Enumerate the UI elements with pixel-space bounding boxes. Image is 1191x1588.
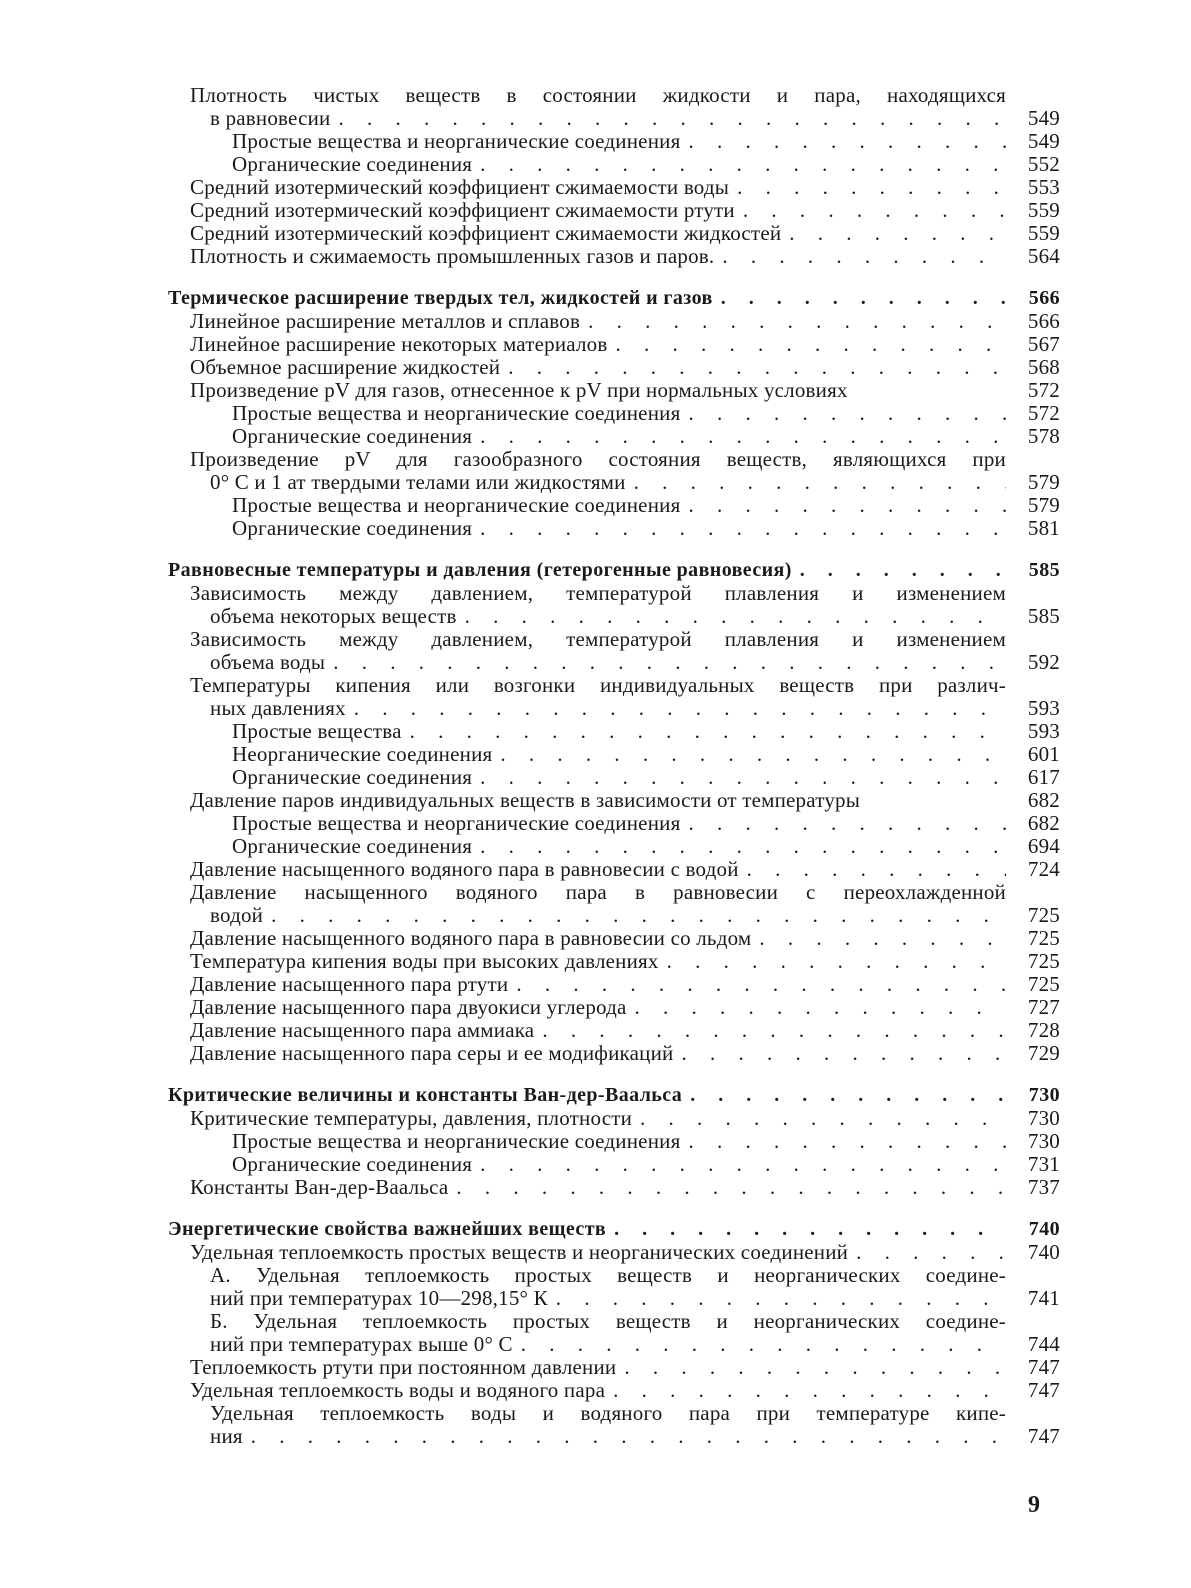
dot-leader <box>681 1042 1006 1065</box>
toc-entry[interactable] <box>168 1176 1060 1199</box>
entry-title: Неорганические соединения <box>232 742 493 766</box>
toc-entry[interactable] <box>168 402 1060 425</box>
toc-entry[interactable] <box>168 425 1060 448</box>
dot-leader <box>480 1153 1006 1176</box>
entry-title: Произведение pV для газов, отнесенное к pV при нормальных условиях <box>190 378 848 402</box>
entry-title: Давление насыщенного водяного пара в равновесии с водой <box>190 857 739 881</box>
toc-entry[interactable] <box>168 1402 1060 1425</box>
section-heading[interactable] <box>168 1084 1060 1107</box>
entry-page-number: 585 <box>1028 559 1060 581</box>
entry-title: Энергетические свойства важнейших веществ <box>168 1218 607 1240</box>
toc-entry[interactable] <box>168 1264 1060 1287</box>
section-heading[interactable] <box>168 1218 1060 1241</box>
dot-leader <box>688 812 1006 835</box>
entry-page-number: 725 <box>1027 972 1060 996</box>
entry-title: Простые вещества и неорганические соединения <box>232 401 681 425</box>
entry-page-number: 725 <box>1027 926 1060 950</box>
entry-title: Критические температуры, давления, плотности <box>190 1106 633 1130</box>
dot-leader <box>722 245 1006 268</box>
dot-leader <box>634 471 1006 494</box>
dot-leader <box>688 402 1006 425</box>
entry-title: ния <box>210 1424 243 1448</box>
dot-leader <box>480 517 1006 540</box>
entry-title: Удельная теплоемкость воды и водяного пара <box>190 1378 606 1402</box>
dot-leader <box>667 950 1006 973</box>
toc-entry[interactable] <box>168 904 1060 927</box>
dot-leader <box>616 333 1007 356</box>
toc-entry[interactable] <box>168 605 1060 628</box>
toc-entry[interactable] <box>168 1019 1060 1042</box>
dot-leader <box>743 199 1006 222</box>
entry-page-number: 559 <box>1027 221 1060 245</box>
toc-entry[interactable] <box>168 950 1060 973</box>
toc-entry[interactable] <box>168 1379 1060 1402</box>
dot-leader <box>333 651 1006 674</box>
entry-page-number: 727 <box>1027 995 1060 1019</box>
entry-page-number: 617 <box>1027 765 1060 789</box>
table-of-contents <box>168 84 1060 1467</box>
entry-page-number: 682 <box>1027 811 1060 835</box>
entry-page-number: 592 <box>1027 650 1060 674</box>
entry-title: в равновесии <box>210 106 331 130</box>
dot-leader <box>251 1425 1006 1448</box>
dot-leader <box>624 1356 1006 1379</box>
entry-page-number: 737 <box>1027 1175 1060 1199</box>
entry-page-number: 593 <box>1027 696 1060 720</box>
toc-entry[interactable] <box>168 333 1060 356</box>
toc-section <box>168 84 1060 268</box>
entry-title: Простые вещества и неорганические соединения <box>232 1129 681 1153</box>
entry-page-number: 747 <box>1027 1378 1060 1402</box>
entry-page-number: 740 <box>1027 1240 1060 1264</box>
toc-entry[interactable] <box>168 130 1060 153</box>
entry-page-number: 578 <box>1027 424 1060 448</box>
toc-entry[interactable] <box>168 743 1060 766</box>
entry-page-number: 593 <box>1027 719 1060 743</box>
entry-title: ний при температурах 10—298,15° К <box>210 1286 548 1310</box>
entry-page-number: 553 <box>1027 175 1060 199</box>
toc-entry[interactable] <box>168 1130 1060 1153</box>
entry-page-number: 730 <box>1027 1106 1060 1130</box>
toc-entry[interactable] <box>168 356 1060 379</box>
entry-page-number: 747 <box>1027 1424 1060 1448</box>
entry-page-number: 549 <box>1027 106 1060 130</box>
toc-entry[interactable] <box>168 517 1060 540</box>
entry-title: Давление насыщенного пара двуокиси углерода <box>190 995 627 1019</box>
dot-leader <box>480 153 1006 176</box>
entry-title: Простые вещества и неорганические соединения <box>232 129 681 153</box>
section-heading[interactable] <box>168 287 1060 310</box>
entry-page-number: 566 <box>1027 309 1060 333</box>
dot-leader <box>588 310 1006 333</box>
dot-leader <box>635 996 1006 1019</box>
toc-entry[interactable] <box>168 674 1060 697</box>
entry-title: А. Удельная теплоемкость простых веществ и неорганических соедине- <box>210 1263 1006 1287</box>
dot-leader <box>480 835 1006 858</box>
entry-page-number: 725 <box>1027 903 1060 927</box>
entry-title: Зависимость между давлением, температурой плавления и изменением <box>190 581 1006 605</box>
toc-entry[interactable] <box>168 1287 1060 1310</box>
toc-section <box>168 559 1060 1065</box>
dot-leader <box>614 1218 1006 1241</box>
toc-entry[interactable] <box>168 199 1060 222</box>
toc-entry[interactable] <box>168 1042 1060 1065</box>
entry-page-number: 579 <box>1027 493 1060 517</box>
dot-leader <box>271 904 1006 927</box>
entry-title: Средний изотермический коэффициент сжимаемости воды <box>190 175 730 199</box>
toc-entry[interactable] <box>168 1153 1060 1176</box>
entry-title: Равновесные температуры и давления (гетерогенные равновесия) <box>168 559 792 581</box>
entry-title: Давление насыщенного пара аммиака <box>190 1018 535 1042</box>
entry-title: Плотность и сжимаемость промышленных газов и паров. <box>190 244 715 268</box>
dot-leader <box>508 356 1006 379</box>
entry-page-number: 567 <box>1027 332 1060 356</box>
toc-entry[interactable] <box>168 222 1060 245</box>
entry-title: водой <box>210 903 264 927</box>
toc-entry[interactable] <box>168 1310 1060 1333</box>
entry-title: Термическое расширение твердых тел, жидкостей и газов <box>168 287 713 309</box>
dot-leader <box>480 766 1006 789</box>
entry-page-number: 730 <box>1028 1084 1060 1106</box>
entry-page-number: 729 <box>1027 1041 1060 1065</box>
dot-leader <box>759 927 1006 950</box>
entry-page-number: 694 <box>1027 834 1060 858</box>
entry-page-number: 724 <box>1027 857 1060 881</box>
dot-leader <box>737 176 1006 199</box>
entry-title: объема некоторых веществ <box>210 604 457 628</box>
dot-leader <box>521 1333 1006 1356</box>
entry-title: Средний изотермический коэффициент сжимаемости жидкостей <box>190 221 782 245</box>
entry-title: Простые вещества и неорганические соединения <box>232 493 681 517</box>
dot-leader <box>542 1019 1006 1042</box>
entry-title: Произведение pV для газообразного состояния веществ, являющихся при <box>190 447 1006 471</box>
entry-title: ний при температурах выше 0° С <box>210 1332 513 1356</box>
toc-entry[interactable] <box>168 245 1060 268</box>
entry-title: Объемное расширение жидкостей <box>190 355 501 379</box>
dot-leader <box>789 222 1006 245</box>
toc-entry[interactable] <box>168 766 1060 789</box>
entry-title: Давление насыщенного пара серы и ее модификаций <box>190 1041 674 1065</box>
entry-page-number: 566 <box>1028 287 1060 309</box>
dot-leader <box>338 107 1006 130</box>
entry-title: Зависимость между давлением, температурой плавления и изменением <box>190 627 1006 651</box>
toc-section <box>168 287 1060 540</box>
entry-title: 0° С и 1 ат твердыми телами или жидкостями <box>210 470 626 494</box>
entry-page-number: 572 <box>1027 401 1060 425</box>
entry-title: Температура кипения воды при высоких давлениях <box>190 949 659 973</box>
toc-entry[interactable] <box>168 651 1060 674</box>
entry-page-number: 725 <box>1027 949 1060 973</box>
toc-entry[interactable] <box>168 1356 1060 1379</box>
entry-title: Теплоемкость ртути при постоянном давлении <box>190 1355 617 1379</box>
dot-leader <box>688 1130 1006 1153</box>
toc-entry[interactable] <box>168 1333 1060 1356</box>
entry-title: Линейное расширение некоторых материалов <box>190 332 608 356</box>
dot-leader <box>688 494 1006 517</box>
section-heading[interactable] <box>168 559 1060 582</box>
page-number: 9 <box>1028 1492 1040 1518</box>
dot-leader <box>721 287 1006 310</box>
entry-title: Температуры кипения или возгонки индивидуальных веществ при различ- <box>190 673 1006 697</box>
toc-entry[interactable] <box>168 153 1060 176</box>
toc-entry[interactable] <box>168 107 1060 130</box>
entry-title: Простые вещества и неорганические соединения <box>232 811 681 835</box>
entry-page-number: 747 <box>1027 1355 1060 1379</box>
toc-entry[interactable] <box>168 927 1060 950</box>
dot-leader <box>354 697 1006 720</box>
entry-title: Органические соединения <box>232 1152 473 1176</box>
dot-leader <box>856 1241 1006 1264</box>
toc-entry[interactable] <box>168 628 1060 651</box>
toc-entry[interactable] <box>168 494 1060 517</box>
toc-entry[interactable] <box>168 1425 1060 1448</box>
toc-entry[interactable] <box>168 582 1060 605</box>
entry-page-number: 549 <box>1027 129 1060 153</box>
entry-title: Удельная теплоемкость простых веществ и неорганических соединений <box>190 1240 849 1264</box>
toc-entry[interactable] <box>168 1241 1060 1264</box>
entry-title: Давление паров индивидуальных веществ в зависимости от температуры <box>190 788 861 812</box>
entry-title: объема воды <box>210 650 326 674</box>
entry-page-number: 601 <box>1027 742 1060 766</box>
entry-title: Удельная теплоемкость воды и водяного пара при температуре кипе- <box>210 1401 1006 1425</box>
toc-entry[interactable] <box>168 310 1060 333</box>
entry-page-number: 564 <box>1027 244 1060 268</box>
dot-leader <box>800 559 1006 582</box>
toc-entry[interactable] <box>168 858 1060 881</box>
toc-entry[interactable] <box>168 1107 1060 1130</box>
entry-title: Давление насыщенного водяного пара в равновесии со льдом <box>190 926 752 950</box>
entry-title: ных давлениях <box>210 696 346 720</box>
entry-title: Органические соединения <box>232 765 473 789</box>
entry-page-number: 581 <box>1027 516 1060 540</box>
entry-page-number: 744 <box>1027 1332 1060 1356</box>
entry-title: Б. Удельная теплоемкость простых веществ и неорганических соедине- <box>210 1309 1006 1333</box>
toc-entry[interactable] <box>168 471 1060 494</box>
entry-page-number: 741 <box>1027 1286 1060 1310</box>
dot-leader <box>613 1379 1006 1402</box>
dot-leader <box>465 605 1006 628</box>
dot-leader <box>747 858 1006 881</box>
dot-leader <box>410 720 1006 743</box>
entry-title: Органические соединения <box>232 516 473 540</box>
dot-leader <box>500 743 1006 766</box>
entry-page-number: 730 <box>1027 1129 1060 1153</box>
entry-page-number: 572 <box>1027 378 1060 402</box>
entry-page-number: 579 <box>1027 470 1060 494</box>
dot-leader <box>556 1287 1006 1310</box>
entry-page-number: 728 <box>1027 1018 1060 1042</box>
toc-entry[interactable] <box>168 789 1060 812</box>
toc-entry[interactable] <box>168 835 1060 858</box>
entry-title: Органические соединения <box>232 834 473 858</box>
entry-title: Органические соединения <box>232 424 473 448</box>
toc-entry[interactable] <box>168 697 1060 720</box>
entry-title: Критические величины и константы Ван-дер-Ваальса <box>168 1084 683 1106</box>
entry-page-number: 568 <box>1027 355 1060 379</box>
entry-title: Средний изотермический коэффициент сжимаемости ртути <box>190 198 735 222</box>
entry-page-number: 585 <box>1027 604 1060 628</box>
entry-title: Давление насыщенного пара ртути <box>190 972 509 996</box>
dot-leader <box>516 973 1006 996</box>
toc-entry[interactable] <box>168 379 1060 402</box>
dot-leader <box>480 425 1006 448</box>
toc-section <box>168 1218 1060 1448</box>
toc-entry[interactable] <box>168 176 1060 199</box>
toc-section <box>168 1084 1060 1199</box>
entry-page-number: 740 <box>1028 1218 1060 1240</box>
entry-page-number: 682 <box>1027 788 1060 812</box>
entry-title: Плотность чистых веществ в состоянии жидкости и пара, находящихся <box>190 83 1006 107</box>
dot-leader <box>456 1176 1006 1199</box>
toc-entry[interactable] <box>168 720 1060 743</box>
toc-entry[interactable] <box>168 448 1060 471</box>
dot-leader <box>640 1107 1006 1130</box>
entry-title: Простые вещества <box>232 719 402 743</box>
toc-entry[interactable] <box>168 812 1060 835</box>
toc-entry[interactable] <box>168 973 1060 996</box>
entry-title: Линейное расширение металлов и сплавов <box>190 309 581 333</box>
toc-entry[interactable] <box>168 84 1060 107</box>
entry-title: Давление насыщенного водяного пара в равновесии с переохлажденной <box>190 880 1006 904</box>
entry-title: Органические соединения <box>232 152 473 176</box>
toc-entry[interactable] <box>168 996 1060 1019</box>
entry-title: Константы Ван-дер-Ваальса <box>190 1175 449 1199</box>
entry-page-number: 731 <box>1027 1152 1060 1176</box>
dot-leader <box>688 130 1006 153</box>
entry-page-number: 552 <box>1027 152 1060 176</box>
entry-page-number: 559 <box>1027 198 1060 222</box>
toc-entry[interactable] <box>168 881 1060 904</box>
dot-leader <box>690 1084 1006 1107</box>
